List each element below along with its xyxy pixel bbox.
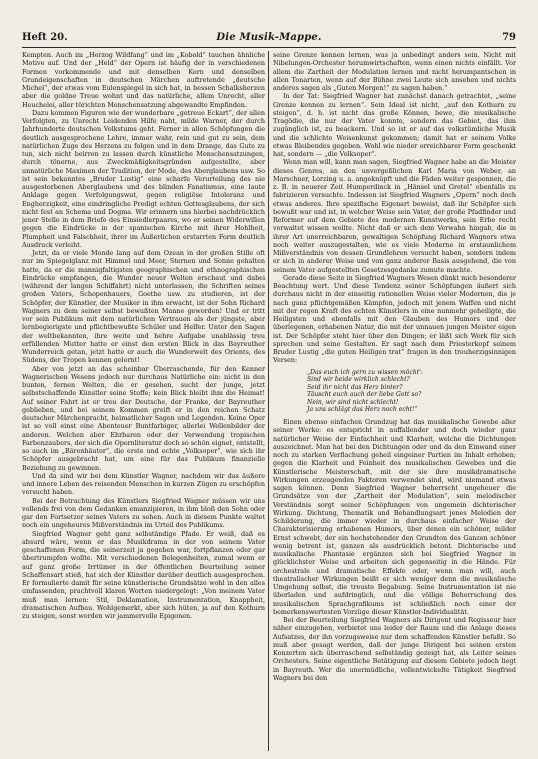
paragraph: Dazu kommen Figuren wie der wunderbare „getreue Eckart“, der allen Verfolgten, zu Unrecht Leidenden Hilfe naht, milde Warner, der durch Jahrhunderte deutschen Volkstums geht. Ferner in allen Schöpfungen die deutlich ausgesprochene Lehre, immer wahr, rein und gut zu sein, dem natürlichen Zuge des Herzens zu folgen und in dem Drange, das Gute zu tun, sich nicht beirren zu lassen durch künstliche Menschensatzungen, durch tönerne, aus Zweckmäßigkeitsgründen aufgestellte, aber unnatürliche Maximen der Tradition, der Mode, des Aberglaubens usw. So ist sein bekanntes „Bruder Lustig“ eine scharfe Verurteilung des nie ausgestorbenen Aberglaubens und des blinden Fanatismus, eine laute Anklage gegen Verfolgungswut, gegen religiöse Intoleranz und Engherzigkeit, eine eindringliche Predigt echten Gottesglaubens, der sich nicht fest an Schema und Dogma. Wir erinnern uns hierbei nachdrücklich jener Stelle in dem Briefe des Einsiedlerpaares, wo er seinen Widerwillen gegen die Eindrücke in der spanischen Kirche mit ihrer Hohlheit, Plumpheit und Falschheit, ihrer im Äußerlichen erstarrten Form deutlich Ausdruck verleiht.: [22, 108, 265, 249]
paragraph: Jetzt, da er viele Monde lang auf dem Ozean in der großen Stille oft nur im Spiegelglanz mit Himmel und Meer, Sternen und Sonne gehalten hatte, da er die mannigfaltigsten geographischen und ethnographischen Eindrücke empfangen, die Wunder neuer Welten erschaut und dabei (während der langen Schiffahrt) nicht unterlassen, die Schriften seines großen Vaters, Schopenhauers, Goethe usw. zu studieren, ist der Schöpfer, der Künstler, der Musiker in ihm erwacht, ist der Sohn Richard Wagners zu dem seiner selbst bewußten Manne geworden! Und er tritt vor sein Publikum mit dem natürlichen Vertrauen als der jüngste, aber lernbegierigste und pflichtbewußte Schüler und Helfer. Unter den Sagen der weltbekannten, ihre weite und hehre Aufgabe unablässig treu erfüllenden Mutter hatte er einst den ersten Blick in das Bayreuther Wunderreich getan, jetzt hatte er auch die Wunderwelt des Orients, des Südens, der Tropen kennen gelernt!: [22, 249, 265, 365]
issue-number: Heft 20.: [22, 32, 68, 43]
header-rule: [22, 47, 516, 48]
paragraph: seine Grenze kennen lernen, was ja unbedingt anders sein. Nicht mit Nibelungen-Orchester herumwirtschaften, wenn einen nichts einfällt. Vor allem die Zartheit der Modulation lernen und nicht herumpantschen in allen Tonarten, wenn auf der Bühne zwei Leute sich ansehen und nichts anderes sagen als „Guten Morgen!“ zu sagen haben.“: [273, 51, 516, 92]
right-column: [273, 51, 516, 751]
paragraph: In der Tat: Siegfried Wagner hat zunächst danach getrachtet, „seine Grenze kennen zu lernen“. Sein Ideal ist nicht, „auf den Kothurn zu steigen“, d. h. ist nicht das große Können, bewe, die musikalische Tragödie, die nur der Vater konnte, sondern das Gebiet, das ihm zugänglich ist, zu beackern. Und so ist er auf das volkstümliche Musik und die schlichte Weisenkunst gekommen; damit hat er seinem Volke etwas Bleibendes gegeben. Wohl wie nieder erreichbarer Form geschenkt hat, sondern — „die Volksoper“.: [273, 92, 516, 158]
verse-line: Sind wir beide wirklich schlecht?: [307, 376, 410, 384]
paragraph: Und da sind wir bei dem Künstler Wagner, nachdem wir das äußere und innere Leben des reisenden Menschen in kurzen Zügen zu erschöpfen versucht haben.: [22, 471, 265, 497]
verse-line: Nein, wir sind nicht schlecht!: [307, 398, 399, 406]
verse-quote: [307, 369, 516, 415]
verse-line: Seid ihr nicht das Herz binter?: [307, 383, 403, 391]
paragraph: Siegfried Wagner geht ganz selbständige Pfade. Er weiß, daß es absurd wäre, wenn er das Musikdrama in der von seinem Vater geschaffenen Form, die seinerzeit ja gegeben war, fortpflanzen oder gar übertrumpfen wollte. Mit verschiedenen Belegenheiten, zumal wenn er auf ganz große Irrtümer in der öffentlichen Beurteilung seiner Schaffensart stieß, hat sich der Künstler darüber deutlich ausgesprochen. Er formulierte damit für seine künstlerische Grundsätze wohl in den alles umfassenden, prachtvoll klaren Worten niedergelegt: „Von meinem Vater muß man lernen: Stil, Deklamation, Instrumentation, Knappheit, dramatischen Aufbau. Wohlgemerkt, aber sich hüten, ja auf den Kothurn zu steigen, sonst werden wir jammervolle Epigonen.: [22, 529, 265, 620]
column-divider: [268, 51, 269, 751]
paragraph: Gerade diese Seite in Siegfried Wagners Wesen dünkt mich besonderer Beachtung wert. Und diese Tendenz seiner Schöpfungen äußert sich durchaus nicht in der einseitig rationellen Weise vieler Modernen, die je nach ganz pflichtgemäßen Kämpfen, jedoch mit jenem Waffen und nicht mit der regen Kraft des echten Künstlers in eine nunmehr geheiligte, die Heiligsten und ebenfalls mit den Glauben des Humors und der überlegenen, erhabenen Natur, die mit der unnauen jungen Meister eigen ist. Der Schöpfer steht hier über den Dingen; er läßt sich Werk für sich sprechen und seine Gestalten. Er sagt nach dem Priesterkopf seinem Bruder Lustig „die guten Heiligen trat“ fragen in den treuherzigsinnigen Versen:: [273, 273, 516, 365]
verse-line: „Das euch ich gern zu wissen möcht':: [307, 368, 423, 376]
paragraph: Bei der Beurteilung Siegfried Wagners als Dirigent und Regisseur hier näher einzugehen, verbietet uns leider der Raum und die Anlage dieses Aufsatzes, der ihn vorzugsweise nur dem schaffenden Künstler befaßt. So muß aber gesagt werden, daß der junge Dirigent bei seinen ersten Konzerten sich überraschend selbständig gezeigt hat, als Leiter seines Orchesters. Seine eigentliche Betätigung auf diesem Gebiete jedoch liegt in Bayreuth. Wer die unermüdliche, vollentwickelte Tätigkeit Siegfried Wagners bei den: [273, 616, 516, 682]
left-column: [22, 51, 265, 751]
paragraph: Einen ebenso einfachen Grundzug hat das musikalische Gewebe aller seiner Werke: es entspricht in auffallender und doch wieder ganz natürlicher Weise der Einfachheit und Klarheit, welche die Dichtungen auszeichnet. Man hat bei den Dichtungen oder und da den Einwand einer noch zu starken Verflachung geheil eingeiner Partien im Inhalt erhoben; gegen die Klarheit und Feinheit des musikalischen Gewebes und die Künstlerische Meisterschaft, mit der sie ihre musikdramatische Wirkungen erzeugenden Faktoren verwendet sind, wird niemand etwas sagen können. Denn Siegfried Wagner beherrscht ungeheuer die Grundsätze von der „Zartheit der Modulation“, sein melodischer Verständnis sorgt seiner Schöpfungen von ungemein dichterischer Wirkung. Dichtung, Thematik und Behandlungsart jenes Melodien der Schilderung, die immer wieder in durchaus einfacher Weise der Charakterisierung erhabenen Humors, über denen ein schöner, milder Ernst schwebt, der ein hochstehender den Grundton des Ganzen schöner wenig betrent ist, ganzen als ausdrücklich betont. Dichterische und musikalische Phantasie ergänzen sich bei Siegfried Wagner in glücklichster Weise und arbeiten sich gegenseitig in die Hände. Für orchestrale und dramatische Effekte oder, wenn man will, auch theatralischer Wirkungen beißt er sich weniger denn die musikalische Umgebung selbst, die treuste Begabung. Seine Instrumentation ist nie überladen und aufdringlich, und die völlige Beherrschung des musikalischen Sprachgrafikums ist schließlich noch einer der bemerkenswertesten Vorzüge dieser Künstler-Individualität.: [273, 418, 516, 616]
journal-title: Die Musik-Mappe.: [216, 32, 322, 43]
paragraph: Bei der Betrachtung des Künstlers Siegfried Wagner müssen wir uns vollends frei von dem Gedanken emanzipieren, in ihm bloß den Sohn oder gar den Fortsetzer seines Vaters zu sehen. Auch in diesem Punkte waltet noch ein ungeheures Mißverständnis im Urteil des Publikums.: [22, 496, 265, 530]
running-header: [22, 32, 516, 46]
verse-line: Ja uns schlägt das Herz noch echt!“: [307, 406, 418, 414]
paragraph: Wenn man will, kann man sagen, Siegfried Wagner habe an die Meister dieses Genres, an den unvergeßlichen Karl Maria von Weber, an Marschner, Lorzing u. a. angeknüpft und die Fäden weiter gesponnen, die z. B. in neuerer Zeit Humperdinck in „Hänsel und Gretel“ ebenfalls zu fabrizieren versuchte. Indessen ist Siegfried Wagners „Opern“ noch doch etwas anderes. Ihre spezifische Eigenart beweist, daß ihr Schöpfer sich bewußt war und ist, in welcher Weise sein Vater, der große Pfadfinder und Reformer auf dem Gebiete des modernen Kunstwerks, sein Erbe recht verwaltet wissen wollte. Nicht daß er sich dem Verwahn hingab, die in ihrer Art unerreichbaren, gewaltigen Schöpfung Richard Wagners etwa noch weiter auszugestalten, wie es viele Moderne in erstaunlichem Mißverständnis von dessen Grundlehren versucht haben, sondern indem er sich in anderer Weise und von ganz anderer Basis ausgehend, die von seinem Vater aufgestellten Gesetzesgedanke zumute machte.: [273, 158, 516, 274]
verse-line: Täuscht euch auch der liebe Gott so?: [307, 391, 422, 399]
page-number: 79: [502, 32, 516, 43]
paragraph: Kempten. Auch im „Herzog Wildfang“ und im „Kobold“ tauchen ähnliche Motive auf. Und der „Held“ der Opern ist häufig der in verschiedenen Formen vorkommende und mit denselben Kern und denselben Grundeigenschaften in deutschen Märchen auftretende „deutsche Michel“, der etwas vom Eulenspiegel in sich hat, in bessen Schalksherzen aber die goldne Treue wohnt und das natürliche, allem Unrecht, aller Heuchelei, aller törichten Menschensatzung abgewandte Empfinden.: [22, 51, 265, 109]
paragraph: Aber von jetzt an das scheinbar Überraschende, für den Kenner Wagnerischen Wesens jedoch nur durchaus Natürliche ein: nicht in den bunten, fernen Welten, die er gesehen, sucht der junge, jetzt selbstschaffende Künstler seine Stoffe; kein Blick bleibt ihm die Heimat! Auf seiner Fahrt ist er treu der Deutsche, der Franke, der Bayreuther geblieben, und bei seinem Kommen greift er in den reichen Schatz deutscher Märchenpracht, heimatlicher Sagen und Legenden. Keine Oper ist so voll einst eine Abenteuer Buntfarbiger, allerlei Wellenbilder der anderen. Welchen aber Ehrbaren oder der Verwendung tropischen Farbenzaubers, der sich die Opernliteratur doch so schön eignet, entstellt, so auch im „Bärenhäuter“, die erste und echte „Volksoper“, wie sich ihr Schöpfer ausgebracht hat, um eine für das Publikum finanzielle Beziehung zu gewinnen.: [22, 364, 265, 472]
